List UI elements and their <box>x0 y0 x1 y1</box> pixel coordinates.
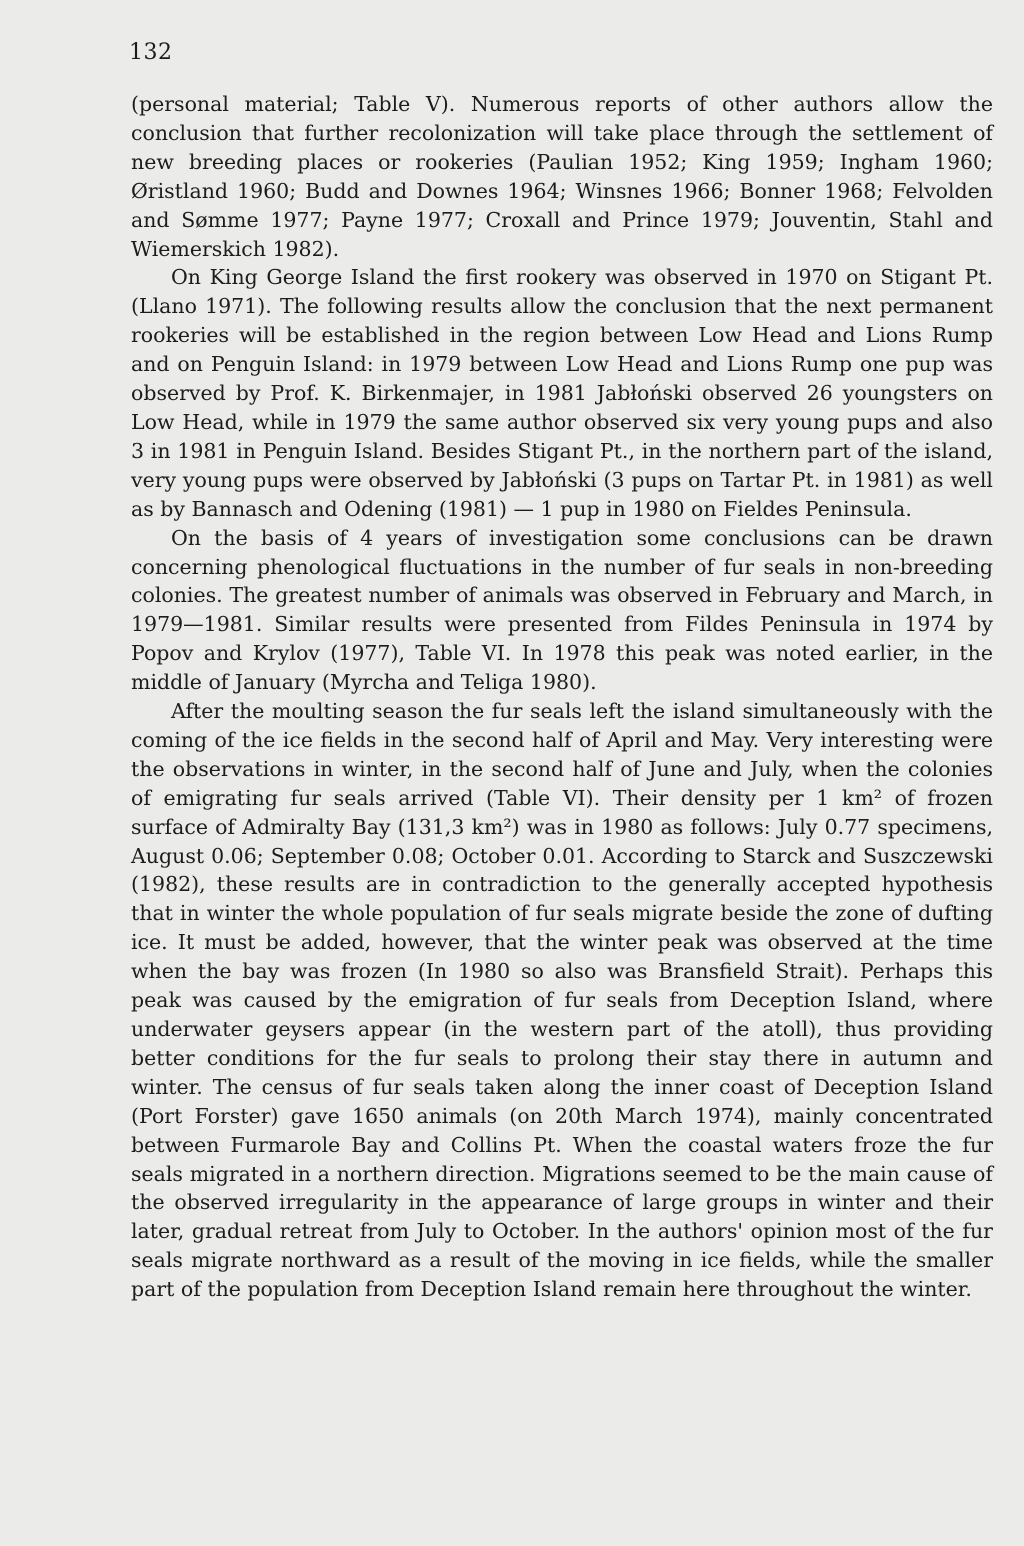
paragraph-4: After the moulting season the fur seals left the island simultaneously with the coming of the ice fields in the second half of April and May. Very interesting were the observations in winter, in the second half of June and July, when the colonies of emigrating fur seals arrived (Table VI). Their density per 1 km² of frozen surface of Admiralty Bay (131,3 km²) was in 1980 as follows: July 0.77 specimens, August 0.06; September 0.08; October 0.01. According to Starck and Suszczewski (1982), these results are in contradiction to the generally accepted hypothesis that in winter the whole population of fur seals migrate beside the zone of dufting ice. It must be added, however, that the winter peak was observed at the time when the bay was frozen (In 1980 so also was Bransfield Strait). Perhaps this peak was caused by the emigration of fur seals from Deception Island, where underwater geysers appear (in the western part of the atoll), thus providing better conditions for the fur seals to prolong their stay there in autumn and winter. The census of fur seals taken along the inner coast of Deception Island (Port Forster) gave 1650 animals (on 20th March 1974), mainly concentrated between Furmarole Bay and Collins Pt. When the coastal waters froze the fur seals migrated in a northern direction. Migrations seemed to be the main cause of the observed irregularity in the appearance of large groups in winter and their later, gradual retreat from July to October. In the authors' opinion most of the fur seals migrate northward as a result of the moving in ice fields, while the smaller part of the population from Deception Island remain here throughout the winter. <box>131 699 993 1302</box>
paragraph-1: (personal material; Table V). Numerous reports of other authors allow the conclusion that further recolonization will take place through the settlement of new breeding places or rookeries (Paulian 1952; King 1959; Ingham 1960; Øristland 1960; Budd and Downes 1964; Winsnes 1966; Bonner 1968; Felvolden and Sømme 1977; Payne 1977; Croxall and Prince 1979; Jouventin, Stahl and Wiemerskich 1982). <box>131 92 993 261</box>
paragraph-3: On the basis of 4 years of investigation some conclusions can be drawn concerning phenological fluctuations in the number of fur seals in non-breeding colonies. The greatest number of animals was observed in February and March, in 1979—1981. Similar results were presented from Fildes Peninsula in 1974 by Popov and Krylov (1977), Table VI. In 1978 this peak was noted earlier, in the middle of January (Myrcha and Teliga 1980). <box>131 525 993 695</box>
page-number: 132 <box>129 40 173 65</box>
paragraph-2: On King George Island the first rookery was observed in 1970 on Stigant Pt. (Llano 1971). The following results allow the conclusion that the next permanent rookeries will be established in the region between Low Head and Lions Rump and on Penguin Island: in 1979 between Low Head and Lions Rump one pup was observed by Prof. K. Birkenmajer, in 1981 Jabłoński observed 26 youngsters on Low Head, while in 1979 the same author observed six very young pups and also 3 in 1981 in Penguin Island. Besides Stigant Pt., in the northern part of the island, very young pups were observed by Jabłoński (3 pups on Tartar Pt. in 1981) as well as by Bannasch and Odening (1981) — 1 pup in 1980 on Fieldes Peninsula. <box>131 265 993 521</box>
body-text <box>131 90 993 1304</box>
